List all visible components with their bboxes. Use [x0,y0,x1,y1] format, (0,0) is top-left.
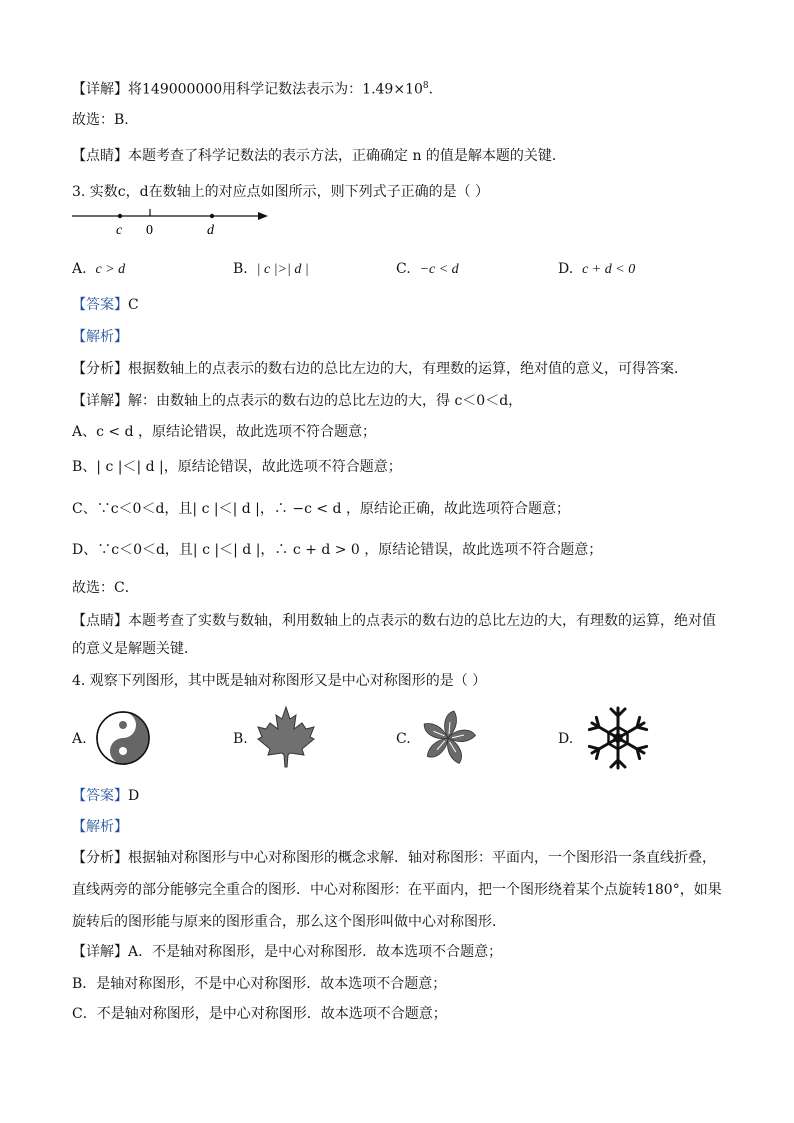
q4-fenxi-2: 直线两旁的部分能够完全重合的图形．中心对称图形：在平面内，把一个图形绕着某个点旋转180°，如果 [72,882,722,898]
q3-choose: 故选：C． [72,580,139,596]
q4-option-b-label: B. [233,731,248,747]
q3-option-d: D. c + d < 0 [558,261,636,277]
q4-answer: 【答案】D [72,788,140,804]
dianjing-text: 本题考查了科学记数法的表示方法，正确确定 n 的值是解本题的关键． [128,148,566,164]
q3-option-c: C. −c < d [396,261,459,277]
q4-jiexi: 【解析】 [72,819,128,835]
q3-answer: 【答案】C [72,297,139,313]
q3-xiangjie: 【详解】解：由数轴上的点表示的数右边的总比左边的大，得 c＜0＜d， [72,393,523,409]
q4-xiangjie-b: B．是轴对称图形，不是中心对称图形．故本选项不合题意； [72,976,447,992]
q3-fenxi: 【分析】根据数轴上的点表示的数右边的总比左边的大，有理数的运算，绝对值的意义，可得答案． [72,361,688,377]
point-c [118,214,122,218]
dianjing-line [72,146,566,166]
label-d: d [207,223,214,238]
q3-analysis-a: A、c < d ，原结论错误，故此选项不符合题意； [72,424,376,440]
axis-arrow-icon [258,212,268,220]
q4-xiangjie-c: C．不是轴对称图形，是中心对称图形．故本选项不合题意； [72,1006,447,1022]
q4-xiangjie-a: 【详解】A．不是轴对称图形，是中心对称图形．故本选项不合题意； [72,944,503,960]
q4-stem: 4. 观察下列图形，其中既是轴对称图形又是中心对称图形的是（ ） [72,673,487,689]
period: ． [428,81,443,98]
q3-analysis-b: B、| c |＜| d |，原结论错误，故此选项不符合题意； [72,459,402,475]
q3-stem: 3. 实数c，d在数轴上的对应点如图所示，则下列式子正确的是（ ） [72,184,490,200]
q3-analysis-c: C、∵c＜0＜d，且| c |＜| d |，∴ −c < d ，原结论正确，故此选项符合题意； [72,501,570,517]
point-d [210,214,214,218]
q3-dianjing-1: 【点睛】本题考查了实数与数轴，利用数轴上的点表示的数右边的总比左边的大，有理数的运算，绝对值 [72,613,716,629]
detail-line [72,76,443,100]
label-zero: 0 [146,223,153,238]
q3-dianjing-2: 的意义是解题关键． [72,641,198,657]
q3-jiexi: 【解析】 [72,329,128,345]
bauhinia-flower-icon [418,708,478,768]
dianjing-tag: 【点睛】 [72,148,128,164]
snowflake-icon [585,705,651,771]
q4-option-a-label: A. [72,731,87,747]
q4-option-d-label: D. [558,731,574,747]
maple-leaf-icon [256,705,316,769]
detail-tag: 【详解】 [72,81,128,98]
q3-option-b: B. | c |>| d | [233,261,309,277]
label-c: c [116,223,123,238]
q3-option-a: A. c > d [72,261,126,277]
q3-analysis-d: D、∵c＜0＜d，且| c |＜| d |，∴ c + d > 0 ，原结论错误，故此选项不符合题意； [72,542,603,558]
q4-option-c-label: C. [396,731,411,747]
yin-yang-icon [95,710,151,766]
q4-fenxi-3: 旋转后的图形能与原来的图形重合，那么这个图形叫做中心对称图形． [72,914,506,930]
detail-text: 将149000000用科学记数法表示为：1.49×10 [128,81,423,98]
q4-fenxi-1: 【分析】根据轴对称图形与中心对称图形的概念求解．轴对称图形：平面内，一个图形沿一条直线折叠， [72,850,716,866]
choose-line: 故选：B. [72,112,129,128]
number-line-figure [70,206,270,240]
exponent: 8 [422,81,429,91]
